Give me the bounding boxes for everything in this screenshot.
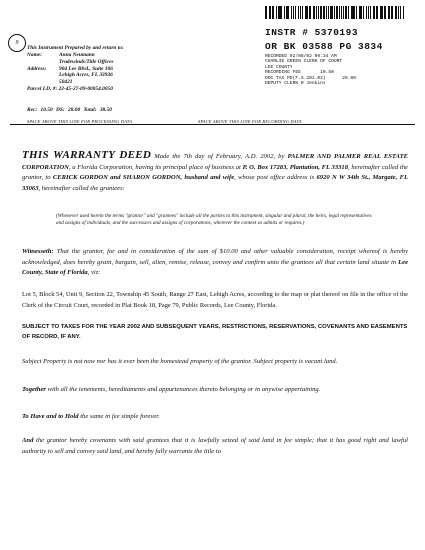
witnesseth-text: That the grantor, for and in consideration of the sum of $10.00 and other valuable consideration, receipt whereof is hereby acknowledged, does hereby grant, bargain, sell, alien, remise, release, convey and confirm unto the grantees all that certain land situate in xyxy=(22,248,408,266)
barcode-bar xyxy=(302,6,303,19)
barcode-bar xyxy=(326,6,327,19)
homestead-statement: Subject Property is not now nor has it ever been the homestead property of the grantor. Subject property is vacant land. xyxy=(22,358,338,365)
preparer-details xyxy=(27,52,113,93)
barcode-bar xyxy=(300,6,302,19)
barcode-bar xyxy=(380,6,382,19)
barcode-bar xyxy=(310,6,311,19)
preparer-key xyxy=(27,79,59,86)
separator-line xyxy=(10,124,415,125)
intro-text: , whose post office address is xyxy=(234,174,317,181)
barcode-bar xyxy=(279,6,281,19)
together-label: Together xyxy=(22,386,46,393)
barcode-bar xyxy=(348,6,349,19)
barcode-bar xyxy=(373,6,375,19)
barcode-bar xyxy=(366,6,368,19)
covenant-clause xyxy=(22,436,408,457)
barcode-bar xyxy=(370,6,371,19)
barcode-bar xyxy=(351,6,352,19)
barcode-bar xyxy=(287,6,289,19)
intro-text: , a Florida Corporation, having its principal place of business at xyxy=(68,163,243,171)
stamp-line: RECORDING FEE 10.50 xyxy=(265,70,334,76)
barcode-bar xyxy=(377,6,378,19)
barcode-bar xyxy=(398,6,400,19)
circled-number-stamp: 9 xyxy=(8,34,26,52)
deed-title: THIS WARRANTY DEED xyxy=(22,149,152,161)
barcode-bar xyxy=(272,6,274,19)
intro-text: , hereinafter called the grantees: xyxy=(38,184,125,192)
preparer-value: Lehigh Acres, FL 33936 xyxy=(59,72,113,79)
barcode-bar xyxy=(291,6,293,19)
witnesseth-text: , viz: xyxy=(87,269,101,276)
barcode-bar xyxy=(293,6,294,19)
barcode-bar xyxy=(356,6,357,19)
barcode-bar xyxy=(334,6,335,19)
stamp-line: DEPUTY CLERK R Jenkins xyxy=(265,81,326,87)
parcel-id: Parcel I.D. #: 22-45-27-09-00054.0050 xyxy=(27,85,113,92)
barcode-bar xyxy=(341,6,342,19)
legal-description: Lot 5, Block 54, Unit 9, Section 22, Township 45 South, Range 27 East, Lehigh Acres, according to the map or plat thereof on file in the office of the Clerk of the Circuit Court, recorded in Plat Book 18, Page 79, Public Records, Lee County, Florida. xyxy=(22,291,408,309)
barcode-bar xyxy=(313,6,315,19)
county-state: Lee County, State of Florida xyxy=(22,258,408,276)
stamp-line: DOC TAX PD(F.S.201.02) 28.00 xyxy=(265,75,356,81)
preparer-value: Tradewinds/Title Offices xyxy=(59,58,114,65)
covenant-label: And xyxy=(22,437,34,444)
barcode-bar xyxy=(278,6,279,19)
together-clause xyxy=(22,385,408,396)
covenant-text: the grantor hereby covenants with said grantees that it is lawfully seized of said land in fee simple; that it has good right and lawful authority to sell and convey said land, and hereby fully warrants the title to xyxy=(22,437,408,455)
habendum-clause xyxy=(22,412,408,423)
intro-text: Made the 7th day of February, A.D. 2002, by xyxy=(151,153,288,160)
processing-data-separator: SPACE ABOVE THIS LINE FOR PROCESSING DATA xyxy=(27,119,133,124)
have-label: To Have and to Hold xyxy=(22,413,79,420)
barcode-bar xyxy=(309,6,310,19)
barcode-bar xyxy=(269,6,270,19)
barcode-bar xyxy=(343,6,344,19)
intro-text: , hereinafter called the grantor, to xyxy=(22,163,408,181)
barcode-bar xyxy=(400,6,401,19)
preparer-key xyxy=(27,59,59,66)
barcode-bar xyxy=(385,6,386,19)
barcode-bar xyxy=(328,6,329,19)
recording-data-separator: SPACE ABOVE THIS LINE FOR RECORDING DATA xyxy=(198,119,302,124)
barcode-bar xyxy=(320,6,322,19)
barcode-bar xyxy=(403,6,404,19)
stamp-line: RECORDED 02/08/02 09:34 AM xyxy=(265,54,337,59)
barcode xyxy=(265,6,405,19)
witnesseth-label: Witnesseth: xyxy=(22,248,54,255)
recording-stamp xyxy=(265,54,356,86)
preparer-key: Address: xyxy=(27,65,47,72)
barcode-bar xyxy=(395,6,397,19)
prepared-by-heading: This Instrument Prepared by and return to: xyxy=(27,45,124,51)
barcode-bar xyxy=(316,6,317,19)
book-page-number: OR BK 03588 PG 3834 xyxy=(265,41,383,52)
deed-intro-paragraph xyxy=(22,150,408,194)
have-text: the same in fee simple forever. xyxy=(78,413,160,420)
barcode-bar xyxy=(363,6,364,19)
barcode-bar xyxy=(265,6,267,19)
barcode-bar xyxy=(284,6,285,19)
grantor-address: P. O. Box 17283, Plantation, FL 33318 xyxy=(242,163,349,171)
barcode-bar xyxy=(323,6,325,19)
barcode-bar xyxy=(330,6,332,19)
stamp-line: LEE COUNTY xyxy=(265,64,293,70)
preparer-value: 50421 xyxy=(59,79,73,86)
barcode-bar xyxy=(270,6,271,19)
barcode-bar xyxy=(295,6,296,19)
grantor-name: PALMER AND PALMER REAL ESTATE CORPORATION xyxy=(22,153,409,171)
barcode-bar xyxy=(336,6,338,19)
preparer-key: Name: xyxy=(27,52,42,58)
stamp-line: CHARLIE GREEN CLERK OF COURT xyxy=(265,59,343,65)
barcode-bar xyxy=(339,6,340,19)
preparer-value: 904 Lee Blvd., Suite 106 xyxy=(59,65,113,72)
barcode-bar xyxy=(318,6,319,19)
barcode-bar xyxy=(276,6,277,19)
barcode-bar xyxy=(388,6,390,19)
witnesseth-paragraph xyxy=(22,247,408,279)
barcode-bar xyxy=(298,6,299,19)
barcode-bar xyxy=(345,6,347,19)
barcode-bar xyxy=(368,6,369,19)
definitions-note: (Whenever used herein the terms "grantor" and "grantees" include all the parties to this instrument, singular and plural, the heirs, legal representatives and assigns of individuals, and the successors and assigns of corporations, wherever the context so admits or requires.) xyxy=(56,213,372,226)
barcode-bar xyxy=(286,6,287,19)
barcode-bar xyxy=(384,6,385,19)
grantee-address: 6920 N W 34th St., Margate, FL 33063 xyxy=(22,174,408,192)
barcode-bar xyxy=(359,6,360,19)
recording-fees: Rec: 10.50 DS: 28.00 Total: 38.50 xyxy=(27,107,112,113)
barcode-bar xyxy=(376,6,377,19)
preparer-value: Anna Neumann xyxy=(59,52,95,58)
together-text: with all the tenements, hereditaments and appurtenances thereto belonging or in anywise appertaining. xyxy=(45,386,321,393)
barcode-bar xyxy=(391,6,392,19)
barcode-bar xyxy=(305,6,307,19)
barcode-bar xyxy=(392,6,393,19)
instrument-number: INSTR # 5370193 xyxy=(265,27,359,38)
barcode-bar xyxy=(352,6,354,19)
subject-to-clause: SUBJECT TO TAXES FOR THE YEAR 2002 AND SUBSEQUENT YEARS, RESTRICTIONS, RESERVATIONS, COVENANTS AND EASEMENTS OF RECORD, IF ANY. xyxy=(22,324,408,340)
preparer-key xyxy=(27,72,59,79)
grantee-names: CERICK GORDON and SHARON GORDON, husband and wife xyxy=(52,174,235,181)
barcode-bar xyxy=(360,6,362,19)
